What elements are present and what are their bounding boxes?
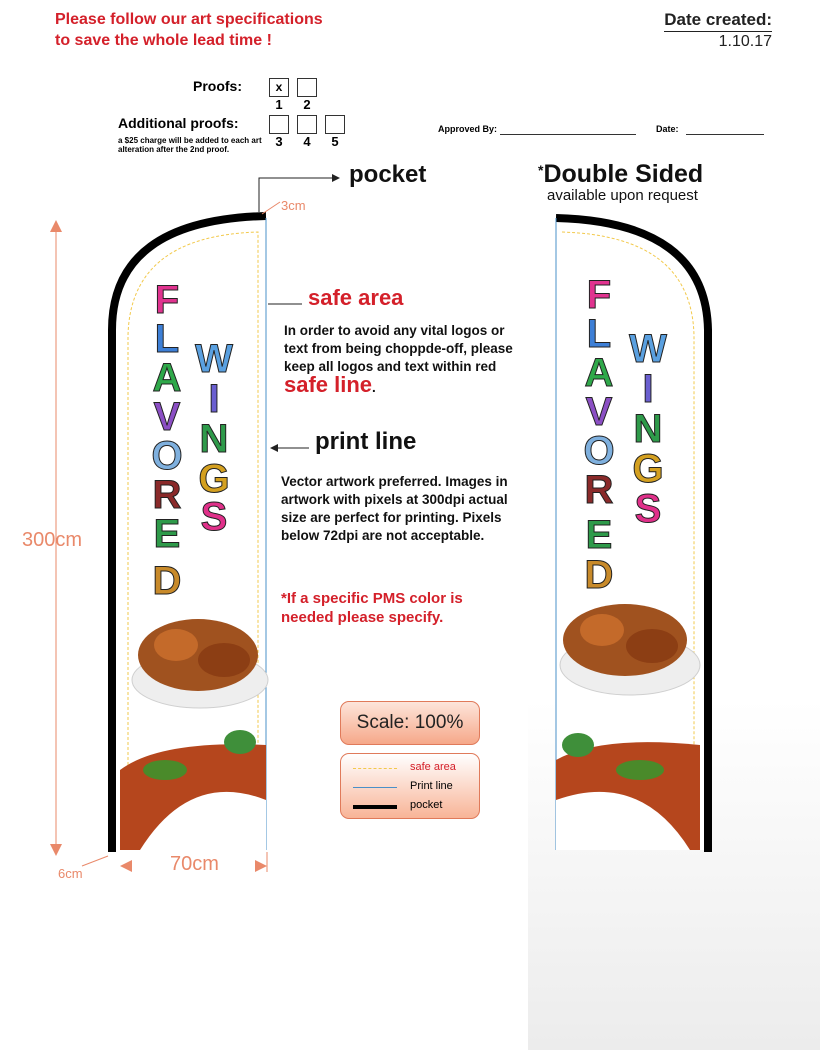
warning-line-2: to save the whole lead time ! [55, 32, 272, 49]
left-letter-v: V [153, 395, 181, 439]
left-wing-highlight-1 [154, 629, 198, 661]
double-sided-subtitle: available upon request [547, 187, 698, 204]
right-letter-d: D [584, 553, 614, 597]
right-celery [616, 760, 664, 780]
double-sided-text: Double Sided [543, 160, 704, 188]
height-arrow-top [50, 220, 62, 232]
height-label: 300cm [22, 529, 83, 551]
double-sided-star: * [538, 162, 544, 178]
left-letter-e: E [153, 512, 181, 556]
date-created-label: Date created: [664, 10, 772, 32]
pocket-width-label: 3cm [281, 198, 306, 213]
print-line-arrow-head [270, 444, 278, 452]
left-letter-s: S [200, 495, 228, 539]
width-arrow-left [120, 860, 132, 872]
left-wing-highlight-2 [198, 643, 250, 677]
right-word-flavored [583, 273, 614, 597]
right-letter-w: W [629, 327, 667, 371]
right-letter-o: O [583, 429, 615, 473]
pms-color-note: *If a specific PMS color is needed please specify. [281, 590, 463, 626]
left-letter-n: N [199, 417, 229, 461]
safe-area-title: safe area [308, 285, 404, 310]
pocket-dimension-line [262, 202, 280, 214]
proof-checkbox-1[interactable]: x [269, 78, 289, 97]
width-label: 70cm [170, 853, 219, 875]
left-letter-w: W [195, 337, 233, 381]
right-wing-highlight-2 [626, 629, 678, 663]
right-letter-r: R [584, 468, 614, 512]
right-letter-f: F [586, 273, 612, 317]
base-label: 6cm [58, 866, 83, 881]
additional-proofs-note: a $25 charge will be added to each art alteration after the 2nd proof. [118, 136, 262, 154]
right-wing-highlight-1 [580, 614, 624, 646]
safe-line-period: . [372, 380, 376, 395]
proof-number-1: 1 [275, 97, 283, 112]
left-dip-cup [224, 730, 256, 754]
proof-number-4: 4 [303, 134, 311, 149]
print-line-title: print line [315, 428, 417, 455]
scale-box: Scale: 100% [340, 701, 480, 745]
pocket-label: pocket [349, 161, 427, 188]
left-letter-r: R [152, 473, 182, 517]
proof-number-3: 3 [275, 134, 283, 149]
right-letter-a: A [584, 351, 614, 395]
right-letter-l: L [586, 312, 612, 356]
vector-artwork-text: Vector artwork preferred. Images in artwork with pixels at 300dpi actual size are perfect for printing. Pixels below 72dpi are not acceptable. [281, 474, 508, 543]
legend-pocket-label: pocket [410, 799, 443, 811]
left-letter-i: I [208, 377, 220, 421]
proofs-label: Proofs: [193, 78, 242, 94]
right-dip-cup [562, 733, 594, 757]
width-arrow-right [255, 860, 267, 872]
right-letter-i: I [642, 367, 654, 411]
left-letter-d: D [152, 559, 182, 603]
date-created-value: 1.10.17 [718, 33, 772, 50]
pocket-arrow [259, 178, 336, 212]
right-letter-n: N [633, 407, 663, 451]
right-letter-s: S [634, 487, 662, 531]
left-letter-o: O [151, 434, 183, 478]
left-letter-a: A [152, 356, 182, 400]
approval-date-label: Date: [656, 124, 679, 134]
proof-number-5: 5 [331, 134, 339, 149]
left-celery [143, 760, 187, 780]
right-letter-e: E [585, 513, 613, 557]
left-letter-f: F [154, 278, 180, 322]
left-word-flavored [151, 278, 182, 603]
safe-line-text: safe line [284, 372, 373, 397]
left-letter-g: G [198, 457, 230, 501]
right-letter-g: G [632, 447, 664, 491]
height-arrow-bottom [50, 844, 62, 856]
approved-by-label: Approved By: [438, 124, 498, 134]
safe-area-text: In order to avoid any vital logos or text from being choppde-off, please keep all logos and text within red [284, 323, 513, 374]
right-letter-v: V [585, 390, 613, 434]
legend-safe-area-label: safe area [410, 761, 456, 773]
proof-number-2: 2 [303, 97, 311, 112]
base-dimension-line [82, 856, 108, 866]
left-letter-l: L [154, 317, 180, 361]
pocket-arrow-head [332, 174, 340, 182]
warning-line-1: Please follow our art specifications [55, 11, 323, 28]
legend-print-line-label: Print line [410, 780, 453, 792]
additional-proofs-label: Additional proofs: [118, 115, 239, 131]
